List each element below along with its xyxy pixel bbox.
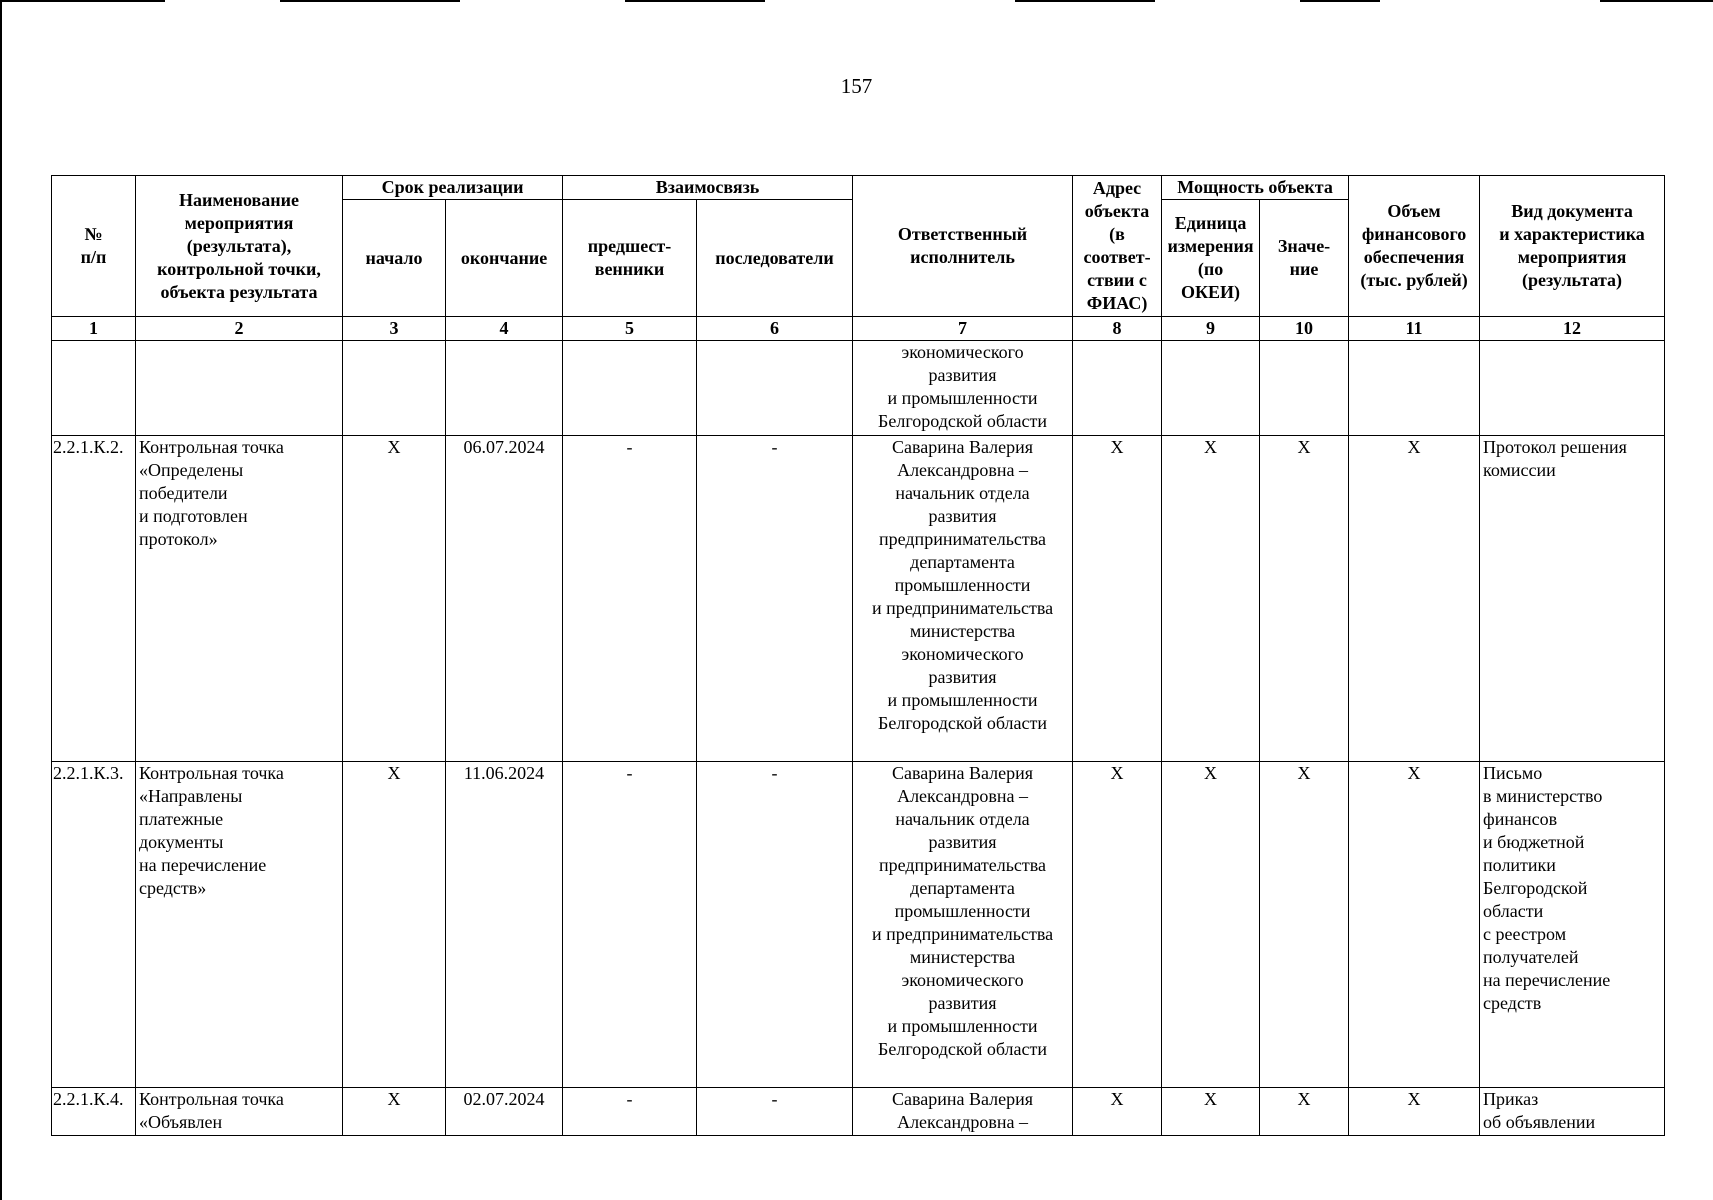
header-address: Адрес объекта (в соответ- ствии с ФИАС) [1073,176,1162,317]
column-number: 9 [1162,317,1260,341]
row-predecessors [563,341,697,436]
scan-edge-line [280,0,460,2]
row-num: 2.2.1.К.4. [52,1088,136,1136]
row-unit [1162,341,1260,436]
row-start [343,341,446,436]
page-number: 157 [840,74,873,98]
header-term: Срок реализации [343,176,563,200]
column-number: 6 [697,317,853,341]
header-successors: последователи [697,200,853,317]
column-number: 3 [343,317,446,341]
scan-edge-line [0,0,2,1200]
row-volume: X [1349,1088,1480,1136]
row-num: 2.2.1.К.3. [52,762,136,1088]
row-responsible: Саварина Валерия Александровна – [853,1088,1073,1136]
row-start: X [343,762,446,1088]
column-number-row [52,317,1665,341]
row-address: X [1073,436,1162,762]
scan-edge-line [1015,0,1155,2]
row-name: Контрольная точка «Направлены платежные документы на перечисление средств» [136,762,343,1088]
scan-edge-line [1300,0,1380,2]
header-unit: Единица измерения (по ОКЕИ) [1162,200,1260,317]
row-volume: X [1349,762,1480,1088]
row-value: X [1260,762,1349,1088]
header-name: Наименование мероприятия (результата), контрольной точки, объекта результата [136,176,343,317]
column-number: 5 [563,317,697,341]
table-row [52,762,1665,1088]
row-doc-type: Приказ об объявлении [1480,1088,1665,1136]
header-predecessors: предшест- венники [563,200,697,317]
scan-edge-line [0,0,165,2]
row-start: X [343,436,446,762]
row-volume: X [1349,436,1480,762]
row-num [52,341,136,436]
column-number: 1 [52,317,136,341]
column-number: 10 [1260,317,1349,341]
row-end [446,341,563,436]
header-volume: Объем финансового обеспечения (тыс. рублей) [1349,176,1480,317]
row-predecessors: - [563,762,697,1088]
row-doc-type: Письмо в министерство финансов и бюджетной политики Белгородской области с реестром получателей на перечисление средств [1480,762,1665,1088]
row-successors: - [697,762,853,1088]
row-responsible: Саварина Валерия Александровна – начальник отдела развития предпринимательства департамента промышленности и предпринимательства министерства экономического развития и промышленности Белгородской области [853,762,1073,1088]
scan-edge-line [625,0,765,2]
row-value: X [1260,1088,1349,1136]
row-value [1260,341,1349,436]
row-predecessors: - [563,1088,697,1136]
row-name: Контрольная точка «Объявлен [136,1088,343,1136]
row-unit: X [1162,762,1260,1088]
row-value: X [1260,436,1349,762]
row-end: 11.06.2024 [446,762,563,1088]
row-volume [1349,341,1480,436]
row-responsible: экономического развития и промышленности Белгородской области [853,341,1073,436]
table-row [52,436,1665,762]
header-responsible: Ответственный исполнитель [853,176,1073,317]
header-term-end: окончание [446,200,563,317]
row-address: X [1073,762,1162,1088]
header-value: Значе- ние [1260,200,1349,317]
row-doc-type: Протокол решения комиссии [1480,436,1665,762]
column-number: 8 [1073,317,1162,341]
row-name [136,341,343,436]
table-row [52,341,1665,436]
row-end: 02.07.2024 [446,1088,563,1136]
row-name: Контрольная точка «Определены победители и подготовлен протокол» [136,436,343,762]
row-start: X [343,1088,446,1136]
row-address [1073,341,1162,436]
column-number: 12 [1480,317,1665,341]
row-address: X [1073,1088,1162,1136]
scan-edge-line [1600,0,1713,2]
header-term-start: начало [343,200,446,317]
row-end: 06.07.2024 [446,436,563,762]
column-number: 2 [136,317,343,341]
row-successors: - [697,1088,853,1136]
row-unit: X [1162,436,1260,762]
header-relation: Взаимосвязь [563,176,853,200]
header-num: № п/п [52,176,136,317]
column-number: 7 [853,317,1073,341]
row-predecessors: - [563,436,697,762]
header-capacity: Мощность объекта [1162,176,1349,200]
row-successors [697,341,853,436]
row-num: 2.2.1.К.2. [52,436,136,762]
column-number: 11 [1349,317,1480,341]
row-doc-type [1480,341,1665,436]
header-doc-type: Вид документа и характеристика мероприятия (результата) [1480,176,1665,317]
row-responsible: Саварина Валерия Александровна – начальник отдела развития предпринимательства департамента промышленности и предпринимательства министерства экономического развития и промышленности Белгородской области [853,436,1073,762]
table-row [52,1088,1665,1136]
activities-table [51,175,1665,1136]
row-successors: - [697,436,853,762]
column-number: 4 [446,317,563,341]
row-unit: X [1162,1088,1260,1136]
